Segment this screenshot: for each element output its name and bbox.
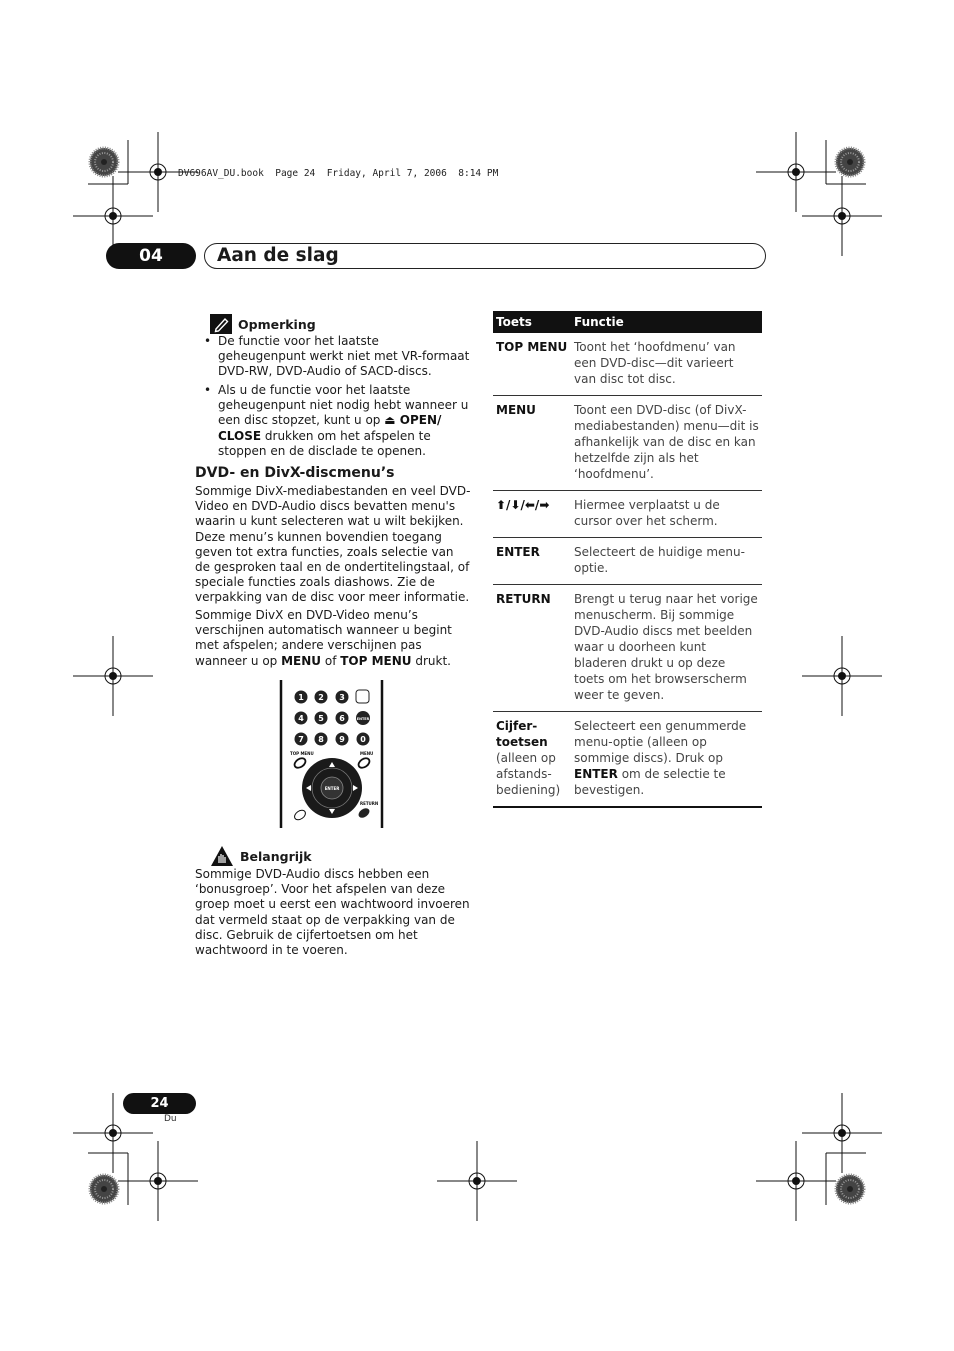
page-number: 24 — [123, 1093, 196, 1114]
digit-label: 4 — [298, 714, 304, 723]
print-header: DV696AV_DU.book Page 24 Friday, April 7, 2006 8:14 PM — [178, 168, 499, 179]
note-heading — [210, 314, 316, 334]
remote-control-illustration — [278, 678, 386, 830]
important-heading — [210, 845, 312, 867]
digit-label: 5 — [318, 714, 324, 723]
return-button — [357, 806, 371, 819]
section-paragraph-2 — [195, 608, 471, 669]
key-cell: ENTER — [493, 538, 571, 585]
section-paragraph-1: Sommige DivX-mediabestanden en veel DVD-Video en DVD-Audio discs bevatten menu's waarin u kunt selecteren wat u wilt bekijken. Deze menu’s kunnen bovendien toegang geven tot extra functies, zoals selectie van de gesproken taal en de ondertitelingstaal, of speciale functies zoals diashows. Zie de verpakking van de disc voor meer informatie. — [195, 484, 471, 605]
function-cell: Brengt u terug naar het vorige menuscherm. Bij sommige DVD-Audio discs met beelden waar u doorheen kunt bladeren drukt u op deze toets om het browserscherm weer te geven. — [571, 585, 762, 712]
para-text: Sommige DivX en DVD-Video menu’s verschijnen automatisch wanneer u begint met afspelen; andere verschijnen pas wanneer u op — [195, 608, 452, 668]
para-text: of — [321, 653, 341, 668]
section-heading: DVD- en DivX-discmenu’s — [195, 465, 395, 481]
top-menu-label: TOP MENU — [290, 751, 314, 756]
note-bullet-text — [218, 383, 470, 459]
page-language: Du — [164, 1114, 177, 1124]
open-close-key: ⏏ OPEN/ CLOSE — [218, 413, 442, 443]
table-row — [493, 396, 762, 491]
enter-center-label: ENTER — [324, 786, 340, 791]
enter-small-label: ENTER — [356, 717, 370, 721]
table-row — [493, 538, 762, 585]
enter-key: ENTER — [574, 767, 618, 781]
function-cell — [571, 712, 762, 808]
pencil-note-icon — [210, 314, 232, 334]
key-note: (alleen op afstands-bediening) — [496, 751, 561, 797]
bullet-dot: • — [204, 383, 212, 397]
function-cell: Hiermee verplaatst u de cursor over het scherm. — [571, 491, 762, 538]
bullet-dot: • — [204, 334, 212, 348]
bullet-text-pre: Als u de functie voor het laatste geheugenpunt niet nodig hebt wanneer u een disc stopzet, kunt u op — [218, 383, 469, 428]
key-name: Cijfer-toetsen — [496, 719, 548, 749]
function-cell: Toont het ‘hoofdmenu’ van een DVD-disc—dit varieert van disc tot disc. — [571, 333, 762, 396]
note-heading-label: Opmerking — [238, 316, 316, 332]
function-cell: Selecteert de huidige menu-optie. — [571, 538, 762, 585]
top-menu-key: TOP MENU — [340, 653, 412, 668]
key-cell: ⬆/⬇/⬅/➡ — [493, 491, 571, 538]
note-bullet-1 — [204, 334, 470, 380]
function-text: Selecteert een genummerde menu-optie (alleen op sommige discs). Druk op — [574, 719, 747, 765]
menu-key: MENU — [281, 653, 322, 668]
extra-button — [293, 808, 307, 821]
important-text: Sommige DVD-Audio discs hebben een ‘bonusgroep’. Voor het afspelen van deze groep moet u eerst een wachtwoord invoeren dat vermeld staat op de verpakking van de disc. Gebruik de cijfertoetsen om het wachtwoord in te voeren. — [195, 867, 470, 958]
important-heading-label: Belangrijk — [240, 848, 312, 864]
warning-hand-icon — [210, 845, 234, 867]
digit-label: 3 — [339, 693, 345, 702]
function-cell: Toont een DVD-disc (of DivX-mediabestanden) menu—dit is afhankelijk van de disc en kan hetzelfde zijn als het ‘hoofdmenu’. — [571, 396, 762, 491]
key-cell: TOP MENU — [493, 333, 571, 396]
table-header-row — [493, 311, 762, 333]
chapter-title: Aan de slag — [217, 245, 339, 266]
digit-label: 2 — [318, 693, 324, 702]
table-row — [493, 333, 762, 396]
chapter-number: 04 — [106, 243, 196, 269]
note-bullet-text: De functie voor het laatste geheugenpunt werkt niet met VR-formaat DVD-RW, DVD-Audio of SACD-discs. — [218, 334, 470, 379]
header-toets: Toets — [493, 311, 571, 333]
table-row — [493, 491, 762, 538]
blank-button — [356, 690, 369, 703]
digit-label: 1 — [298, 693, 304, 702]
key-function-table — [493, 311, 762, 808]
bullet-text-post: drukken om het afspelen te stoppen en de disclade te openen. — [218, 428, 431, 458]
para-text: drukt. — [411, 653, 451, 668]
digit-label: 7 — [298, 735, 304, 744]
note-bullet-2 — [204, 383, 470, 459]
digit-label: 9 — [339, 735, 345, 744]
menu-label: MENU — [360, 751, 374, 756]
digit-label: 6 — [339, 714, 345, 723]
table-row — [493, 585, 762, 712]
menu-button — [357, 756, 371, 769]
key-cell: MENU — [493, 396, 571, 491]
top-menu-button — [293, 756, 307, 769]
key-cell: RETURN — [493, 585, 571, 712]
digit-label: 8 — [318, 735, 324, 744]
digit-label: 0 — [360, 735, 366, 744]
header-functie: Functie — [571, 311, 762, 333]
function-text: om de selectie te bevestigen. — [574, 767, 726, 797]
return-label: RETURN — [360, 801, 379, 806]
key-cell — [493, 712, 571, 808]
table-row — [493, 712, 762, 808]
